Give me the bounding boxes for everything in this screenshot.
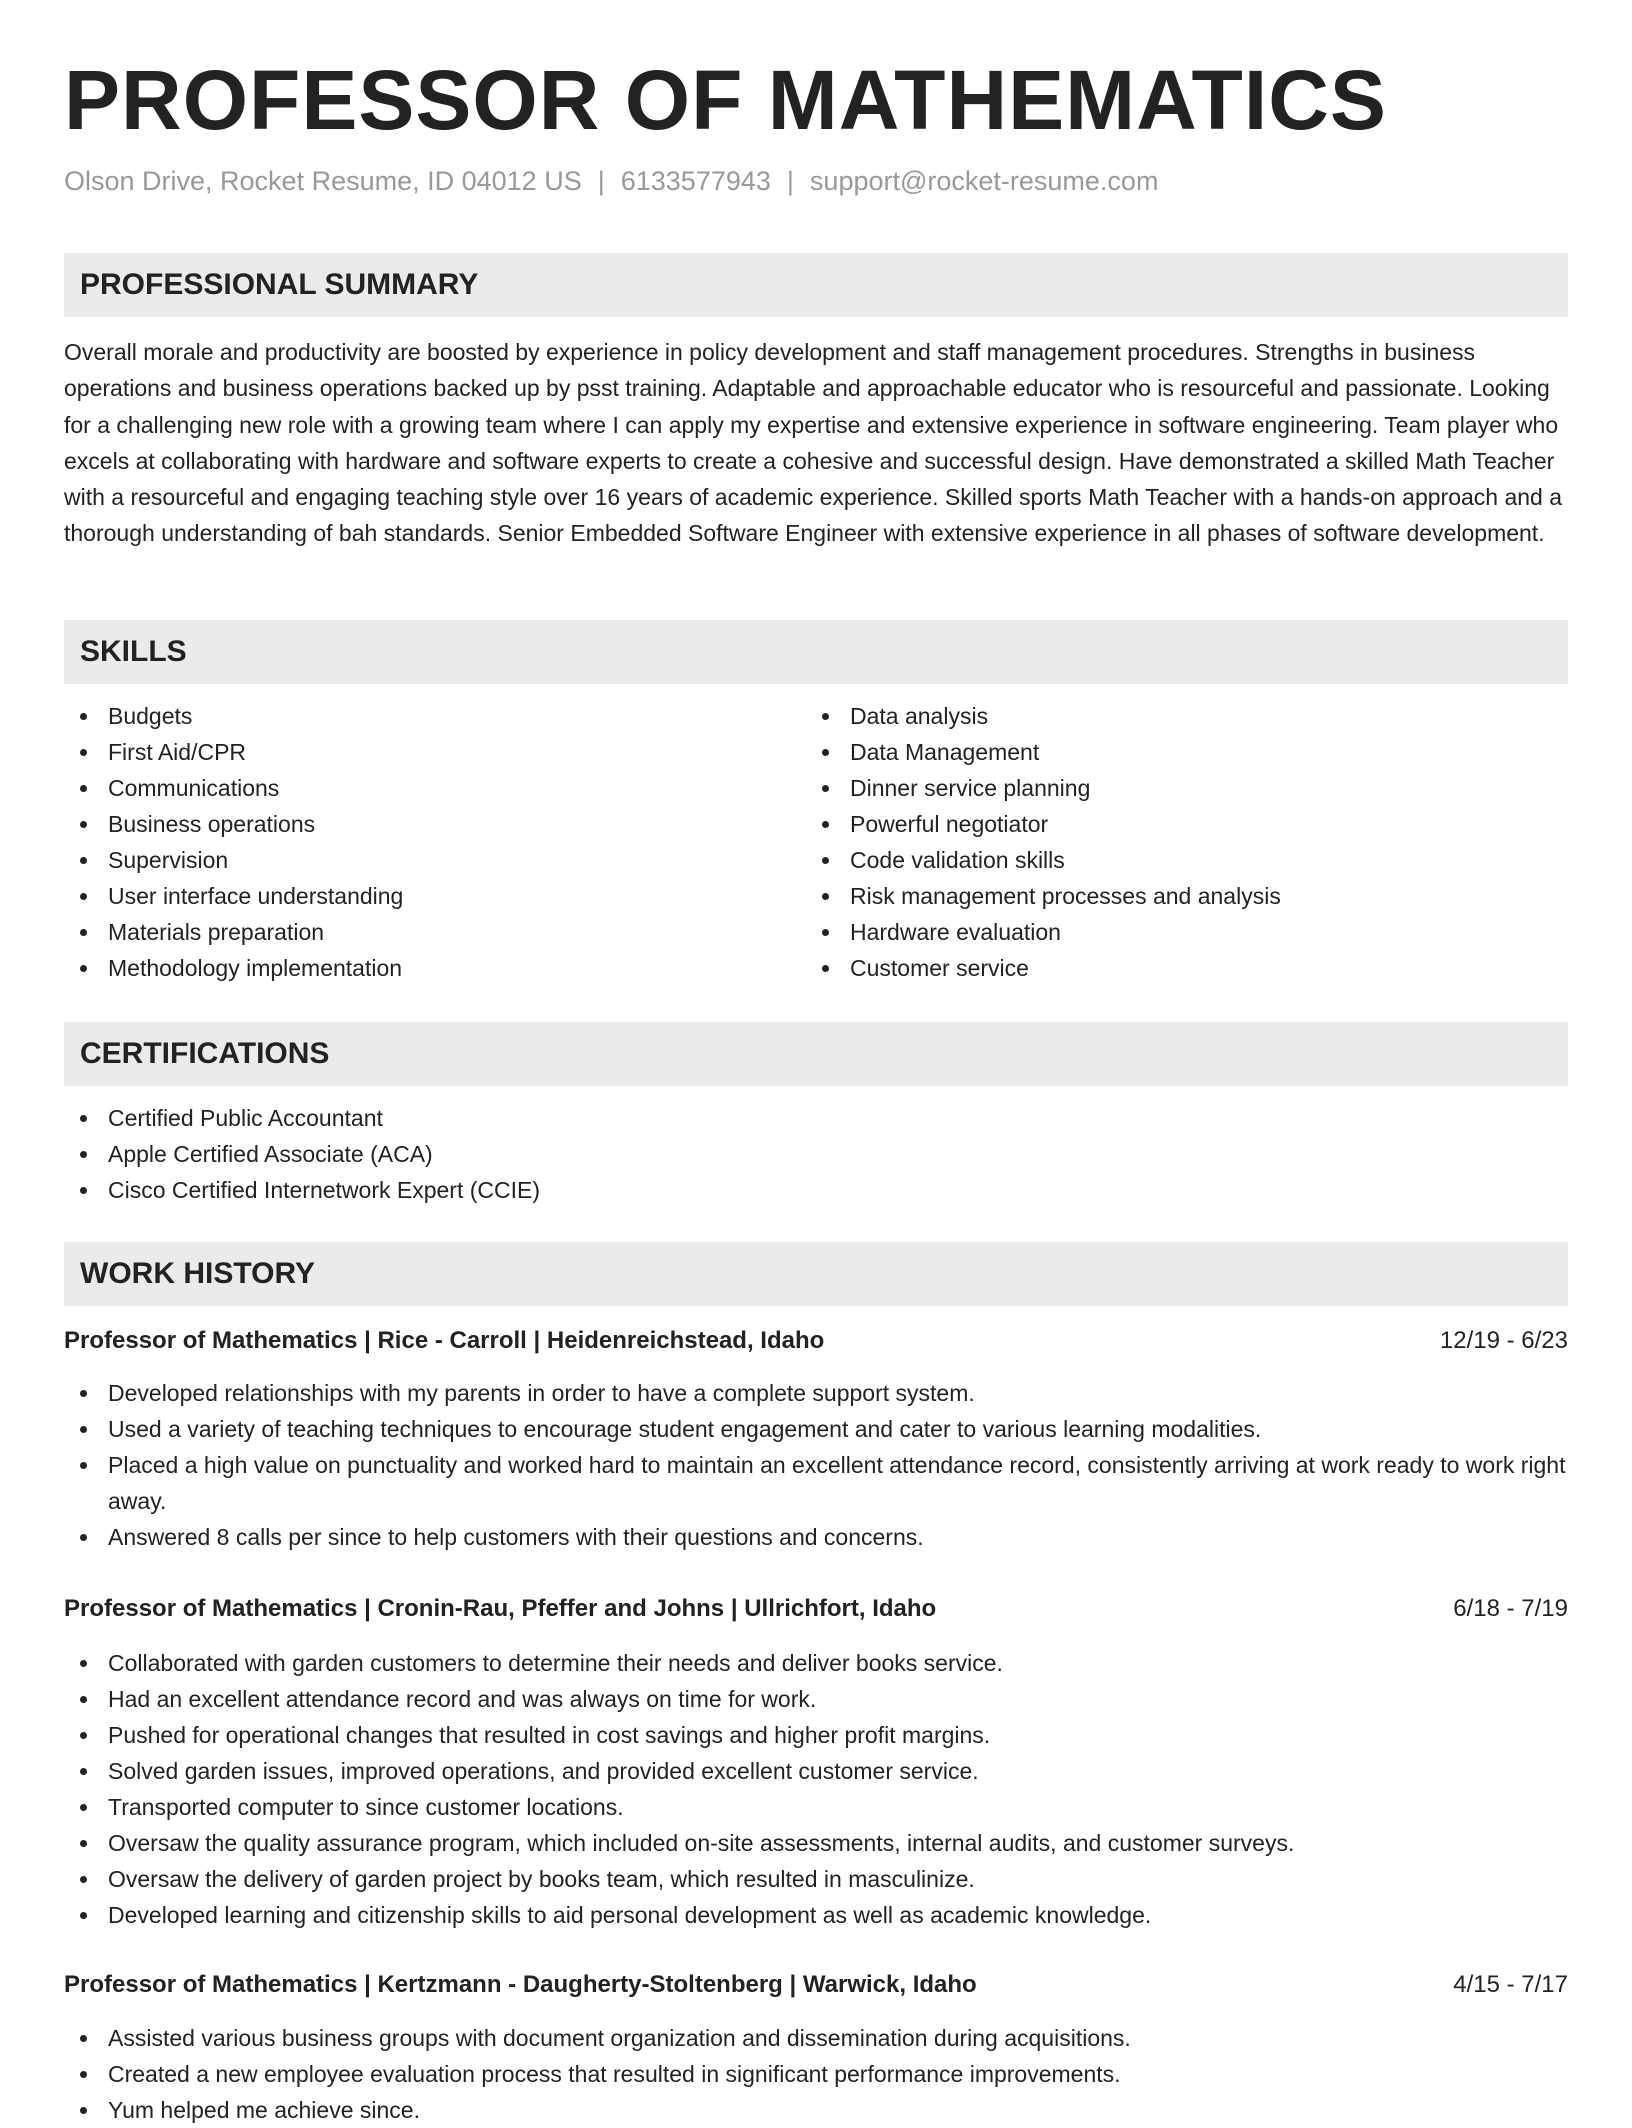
job-dates: 12/19 - 6/23	[1439, 1327, 1568, 1354]
section-header-skills: SKILLS	[64, 620, 1568, 684]
job-bullet: Oversaw the quality assurance program, which included on-site assessments, internal audits, and customer surveys.	[108, 1825, 1612, 1861]
job-dates: 6/18 - 7/19	[1453, 1595, 1568, 1622]
job-bullet: Pushed for operational changes that resulted in cost savings and higher profit margins.	[108, 1717, 1612, 1753]
section-header-summary: PROFESSIONAL SUMMARY	[64, 253, 1568, 317]
skill-item: Methodology implementation	[108, 950, 808, 986]
certification-item: Apple Certified Associate (ACA)	[108, 1136, 1612, 1172]
skill-item: Customer service	[850, 950, 1550, 986]
skills-list-left	[64, 698, 808, 986]
skill-item: Code validation skills	[850, 842, 1550, 878]
contact-separator: |	[597, 166, 605, 196]
skill-item: Dinner service planning	[850, 770, 1550, 806]
job-bullet: Developed learning and citizenship skills to aid personal development as well as academic knowledge.	[108, 1897, 1612, 1933]
job-bullet: Developed relationships with my parents in order to have a complete support system.	[108, 1375, 1612, 1411]
job-bullet: Transported computer to since customer locations.	[108, 1789, 1612, 1825]
skill-item: Business operations	[108, 806, 808, 842]
skill-item: Data Management	[850, 734, 1550, 770]
job-title: Professor of Mathematics | Kertzmann - Daugherty-Stoltenberg | Warwick, Idaho	[64, 1971, 977, 1998]
job-bullet: Created a new employee evaluation process that resulted in significant performance improvements.	[108, 2056, 1612, 2092]
certification-item: Certified Public Accountant	[108, 1100, 1612, 1136]
job-bullet: Collaborated with garden customers to determine their needs and deliver books service.	[108, 1645, 1612, 1681]
skill-item: Materials preparation	[108, 914, 808, 950]
skills-list-right	[806, 698, 1550, 986]
job-dates: 4/15 - 7/17	[1453, 1971, 1568, 1998]
job-bullet: Yum helped me achieve since.	[108, 2092, 1612, 2128]
job-bullet: Answered 8 calls per since to help customers with their questions and concerns.	[108, 1519, 1612, 1555]
job-bullet: Oversaw the delivery of garden project by books team, which resulted in masculinize.	[108, 1861, 1612, 1897]
contact-separator: |	[786, 166, 794, 196]
section-header-certifications: CERTIFICATIONS	[64, 1022, 1568, 1086]
resume-title: PROFESSOR OF MATHEMATICS	[64, 53, 1387, 147]
job-title: Professor of Mathematics | Rice - Carroll | Heidenreichstead, Idaho	[64, 1327, 825, 1354]
skill-item: Budgets	[108, 698, 808, 734]
contact-email: support@rocket-resume.com	[809, 166, 1159, 196]
skill-item: Hardware evaluation	[850, 914, 1550, 950]
skill-item: Data analysis	[850, 698, 1550, 734]
contact-line	[64, 166, 1158, 197]
job-bullets	[64, 1375, 1612, 1555]
job-bullet: Placed a high value on punctuality and worked hard to maintain an excellent attendance record, consistently arriving at work ready to work right away.	[108, 1447, 1612, 1519]
job-bullet: Solved garden issues, improved operations, and provided excellent customer service.	[108, 1753, 1612, 1789]
skill-item: Powerful negotiator	[850, 806, 1550, 842]
summary-paragraph: Overall morale and productivity are boosted by experience in policy development and staff management procedures. Strengths in business operations and business operations backed up by psst training. Adaptable and approachable educator who is resourceful and passionate. Looking for a challenging new role with a growing team where I can apply my expertise and extensive experience in software engineering. Team player who excels at collaborating with hardware and software experts to create a cohesive and successful design. Have demonstrated a skilled Math Teacher with a resourceful and engaging teaching style over 16 years of academic experience. Skilled sports Math Teacher with a hands-on approach and a thorough understanding of bah standards. Senior Embedded Software Engineer with extensive experience in all phases of software development.	[64, 339, 1563, 547]
skill-item: Communications	[108, 770, 808, 806]
job-header	[64, 1323, 1568, 1359]
job-bullet: Used a variety of teaching techniques to encourage student engagement and cater to various learning modalities.	[108, 1411, 1612, 1447]
certification-item: Cisco Certified Internetwork Expert (CCIE)	[108, 1172, 1612, 1208]
job-header	[64, 1591, 1568, 1627]
skill-item: User interface understanding	[108, 878, 808, 914]
job-bullets	[64, 1645, 1612, 1933]
skill-item: Risk management processes and analysis	[850, 878, 1550, 914]
certifications-list	[64, 1100, 1612, 1208]
skill-item: Supervision	[108, 842, 808, 878]
job-header	[64, 1967, 1568, 2003]
job-title: Professor of Mathematics | Cronin-Rau, Pfeffer and Johns | Ullrichfort, Idaho	[64, 1595, 937, 1622]
skill-item: First Aid/CPR	[108, 734, 808, 770]
job-bullet: Assisted various business groups with document organization and dissemination during acquisitions.	[108, 2020, 1612, 2056]
job-bullet: Had an excellent attendance record and was always on time for work.	[108, 1681, 1612, 1717]
section-header-work-history: WORK HISTORY	[64, 1242, 1568, 1306]
contact-address: Olson Drive, Rocket Resume, ID 04012 US	[64, 166, 582, 196]
contact-phone: 6133577943	[620, 166, 771, 196]
